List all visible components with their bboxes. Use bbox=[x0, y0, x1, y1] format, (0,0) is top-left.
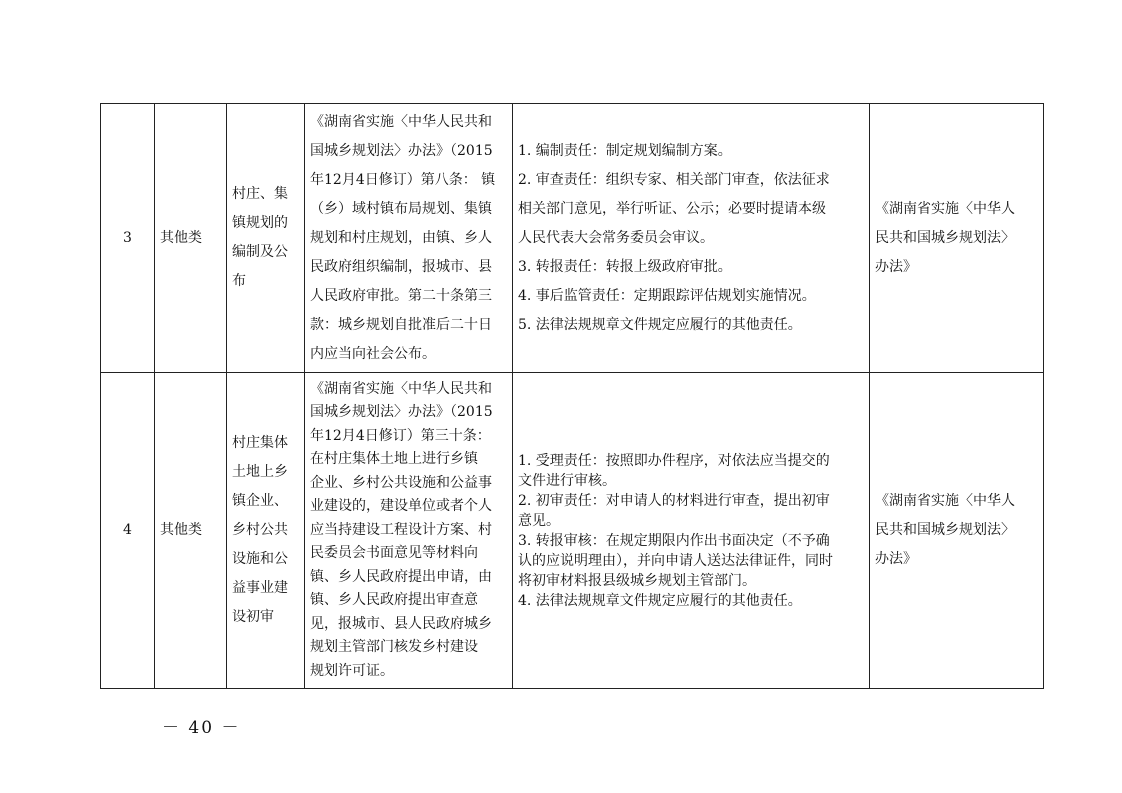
row-number-cell: 4 bbox=[101, 373, 155, 689]
source-cell: 《湖南省实施〈中华人 民共和国城乡规划法〉 办法》 bbox=[870, 104, 1044, 373]
table-row bbox=[101, 373, 1044, 689]
item-name-cell: 村庄集体 土地上乡 镇企业、 乡村公共 设施和公 益事业建 设初审 bbox=[227, 373, 305, 689]
responsibility-cell: 1. 受理责任：按照即办件程序，对依法应当提交的 文件进行审核。 2. 初审责任：对申请人的材料进行审查，提出初审 意见。 3. 转报审核：在规定期限内作出书面决定（不予确 认的应说明理由），并向申请人送达法律证件，同时 将初审材料报县级城乡规划主管部门。 4. 法律法规规章文件规定应履行的其他责任。 bbox=[513, 373, 870, 689]
item-name-cell: 村庄、集 镇规划的 编制及公 布 bbox=[227, 104, 305, 373]
category-cell: 其他类 bbox=[155, 104, 227, 373]
category-cell: 其他类 bbox=[155, 373, 227, 689]
responsibility-cell: 1. 编制责任：制定规划编制方案。 2. 审查责任：组织专家、相关部门审查，依法征求 相关部门意见，举行听证、公示；必要时提请本级 人民代表大会常务委员会审议。 3. 转报责任：转报上级政府审批。 4. 事后监管责任：定期跟踪评估规划实施情况。 5. 法律法规规章文件规定应履行的其他责任。 bbox=[513, 104, 870, 373]
legal-basis-cell: 《湖南省实施〈中华人民共和 国城乡规划法〉办法》（2015 年12月4日修订）第八条： 镇 （乡）域村镇布局规划、集镇 规划和村庄规划，由镇、乡人 民政府组织编制，报城市、县 人民政府审批。第二十条第三 款：城乡规划自批准后二十日 内应当向社会公布。 bbox=[305, 104, 513, 373]
source-cell: 《湖南省实施〈中华人 民共和国城乡规划法〉 办法》 bbox=[870, 373, 1044, 689]
page-number: － 40 － bbox=[162, 718, 241, 738]
row-number-cell: 3 bbox=[101, 104, 155, 373]
duty-table bbox=[100, 103, 1044, 689]
legal-basis-cell: 《湖南省实施〈中华人民共和 国城乡规划法〉办法》（2015 年12月4日修订）第三十条： 在村庄集体土地上进行乡镇 企业、乡村公共设施和公益事 业建设的，建设单位或者个人 应当持建设工程设计方案、村 民委员会书面意见等材料向 镇、乡人民政府提出申请，由 镇、乡人民政府提出审查意 见，报城市、县人民政府城乡 规划主管部门核发乡村建设 规划许可证。 bbox=[305, 373, 513, 689]
table-row bbox=[101, 104, 1044, 373]
